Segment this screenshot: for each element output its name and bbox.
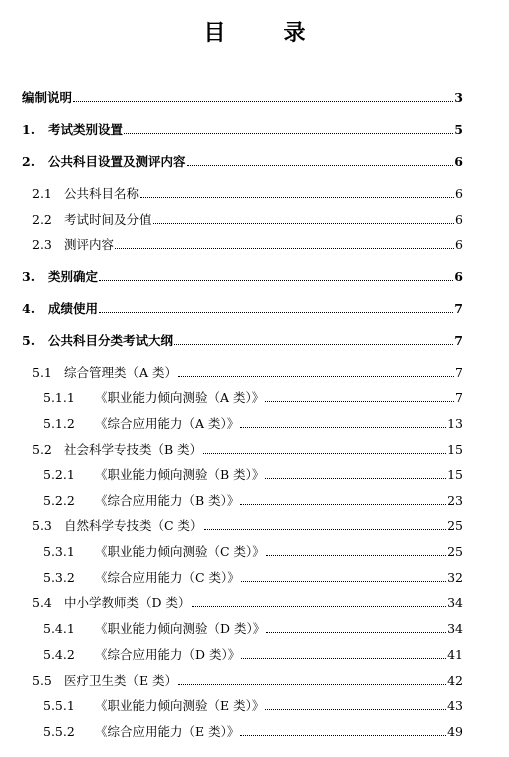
toc-dot-leader — [192, 594, 447, 607]
toc-entry-number: 5.2 — [32, 442, 52, 457]
toc-entry-page: 6 — [455, 212, 463, 227]
toc-dot-leader — [99, 268, 453, 281]
toc-entry-number: 5.2.2 — [43, 493, 75, 508]
toc-dot-leader — [115, 236, 454, 249]
toc-entry[interactable] — [32, 441, 463, 459]
toc-entry-page: 25 — [447, 544, 463, 559]
toc-entry[interactable] — [32, 211, 463, 229]
toc-entry-title: 公共科目名称 — [64, 186, 140, 201]
toc-entry-number: 2. — [22, 154, 36, 169]
toc-entry-title: 公共科目分类考试大纲 — [48, 333, 174, 348]
toc-entry[interactable] — [43, 723, 463, 741]
toc-entry-page: 7 — [455, 390, 463, 405]
toc-entry-title: 《综合应用能力（E 类）》 — [95, 724, 240, 739]
toc-entry-page: 7 — [454, 333, 463, 348]
toc-entry-title: 公共科目设置及测评内容 — [48, 154, 186, 169]
toc-entry-title: 编制说明 — [22, 90, 73, 105]
toc-entry[interactable] — [43, 620, 463, 638]
toc-entry[interactable] — [43, 569, 463, 587]
toc-dot-leader — [241, 646, 446, 659]
toc-entry-number: 5.1.1 — [43, 390, 75, 405]
toc-entry-number: 5.1 — [32, 365, 52, 380]
toc-title-char-2: 录 — [283, 20, 306, 46]
toc-entry-title: 《职业能力倾向测验（B 类）》 — [95, 467, 265, 482]
toc-entry-page: 49 — [447, 724, 463, 739]
toc-entry-title: 《职业能力倾向测验（D 类）》 — [95, 621, 266, 636]
toc-dot-leader — [153, 211, 455, 224]
toc-entry[interactable] — [43, 646, 463, 664]
toc-entry-page: 34 — [447, 595, 463, 610]
toc-entry[interactable] — [22, 300, 463, 318]
toc-entry[interactable] — [22, 268, 463, 286]
toc-entry-page: 6 — [455, 237, 463, 252]
toc-entry[interactable] — [32, 236, 463, 254]
toc-entry-number: 2.2 — [32, 212, 52, 227]
toc-dot-leader — [265, 697, 446, 710]
toc-entry-title: 《综合应用能力（C 类）》 — [95, 570, 240, 585]
toc-entry[interactable] — [43, 492, 463, 510]
toc-entry-page: 34 — [447, 621, 463, 636]
toc-dot-leader — [124, 121, 453, 134]
toc-entry-page: 41 — [447, 647, 463, 662]
toc-entry-page: 42 — [447, 673, 463, 688]
toc-entry[interactable] — [32, 517, 463, 535]
toc-entry-number: 5.4 — [32, 595, 52, 610]
toc-entry-number: 3. — [22, 269, 36, 284]
toc-entry[interactable] — [22, 153, 463, 171]
toc-dot-leader — [203, 441, 446, 454]
toc-dot-leader — [265, 389, 454, 402]
toc-entry-title: 《职业能力倾向测验（C 类）》 — [95, 544, 265, 559]
toc-entry-number: 5. — [22, 333, 36, 348]
toc-entry[interactable] — [43, 466, 463, 484]
toc-dot-leader — [266, 543, 446, 556]
toc-entry-number: 5.4.2 — [43, 647, 75, 662]
toc-dot-leader — [178, 672, 446, 685]
toc-entry-number: 1. — [22, 122, 36, 137]
toc-entry-page: 7 — [455, 365, 463, 380]
toc-entry-title: 成绩使用 — [48, 301, 99, 316]
toc-entry-title: 测评内容 — [64, 237, 115, 252]
toc-entry-title: 《综合应用能力（A 类）》 — [95, 416, 240, 431]
toc-entry-number: 5.3 — [32, 518, 52, 533]
toc-entry-number: 4. — [22, 301, 36, 316]
toc-dot-leader — [265, 466, 446, 479]
toc-entry-page: 6 — [454, 154, 463, 169]
toc-entry-number: 2.1 — [32, 186, 52, 201]
toc-entry-number: 5.4.1 — [43, 621, 75, 636]
toc-entry[interactable] — [43, 697, 463, 715]
toc-entry-number: 5.3.2 — [43, 570, 75, 585]
toc-entry-title: 医疗卫生类（E 类） — [64, 673, 178, 688]
toc-entry-title: 考试时间及分值 — [64, 212, 152, 227]
toc-entry[interactable] — [43, 389, 463, 407]
toc-entry-title: 考试类别设置 — [48, 122, 124, 137]
toc-entry-title: 《综合应用能力（B 类）》 — [95, 493, 240, 508]
toc-entry-number: 5.2.1 — [43, 467, 75, 482]
toc-entry-number: 2.3 — [32, 237, 52, 252]
toc-entry-title: 《综合应用能力（D 类）》 — [95, 647, 241, 662]
toc-entry-page: 23 — [447, 493, 463, 508]
toc-entry-title: 中小学教师类（D 类） — [64, 595, 191, 610]
toc-entry[interactable] — [22, 332, 463, 350]
toc-dot-leader — [178, 364, 454, 377]
toc-dot-leader — [240, 492, 446, 505]
toc-dot-leader — [140, 185, 454, 198]
toc-entry-page: 6 — [454, 269, 463, 284]
toc-entry[interactable] — [22, 121, 463, 139]
toc-entry-title: 社会科学专技类（B 类） — [64, 442, 203, 457]
toc-dot-leader — [73, 89, 453, 102]
toc-dot-leader — [241, 569, 446, 582]
toc-dot-leader — [187, 153, 454, 166]
toc-entry-number: 5.3.1 — [43, 544, 75, 559]
toc-entry-page: 32 — [447, 570, 463, 585]
toc-entry[interactable] — [32, 672, 463, 690]
toc-entry-page: 15 — [447, 467, 463, 482]
toc-entry[interactable] — [32, 185, 463, 203]
toc-entry[interactable] — [32, 364, 463, 382]
toc-dot-leader — [240, 415, 446, 428]
toc-entry-title: 《职业能力倾向测验（A 类）》 — [95, 390, 265, 405]
toc-entry-title: 综合管理类（A 类） — [64, 365, 178, 380]
toc-entry-number: 5.5 — [32, 673, 52, 688]
toc-dot-leader — [266, 620, 446, 633]
toc-entry-number: 5.5.2 — [43, 724, 75, 739]
toc-entry-page: 13 — [447, 416, 463, 431]
toc-entry-number: 5.5.1 — [43, 698, 75, 713]
toc-dot-leader — [174, 332, 453, 345]
toc-entry-page: 7 — [454, 301, 463, 316]
toc-entry-page: 3 — [454, 90, 463, 105]
toc-entry[interactable] — [43, 415, 463, 433]
toc-entry-page: 6 — [455, 186, 463, 201]
toc-entry-title: 自然科学专技类（C 类） — [64, 518, 203, 533]
toc-dot-leader — [99, 300, 453, 313]
toc-entry-page: 15 — [447, 442, 463, 457]
toc-entry-page: 43 — [447, 698, 463, 713]
toc-entry-title: 《职业能力倾向测验（E 类）》 — [95, 698, 265, 713]
toc-entry[interactable] — [22, 89, 463, 107]
toc-entry[interactable] — [43, 543, 463, 561]
toc-entry-title: 类别确定 — [48, 269, 99, 284]
toc-title-char-1: 目 — [203, 20, 226, 46]
toc-dot-leader — [240, 723, 446, 736]
toc-entry-number: 5.1.2 — [43, 416, 75, 431]
toc-entry[interactable] — [32, 594, 463, 612]
toc-dot-leader — [204, 517, 447, 530]
toc-entry-page: 25 — [447, 518, 463, 533]
toc-entry-page: 5 — [454, 122, 463, 137]
